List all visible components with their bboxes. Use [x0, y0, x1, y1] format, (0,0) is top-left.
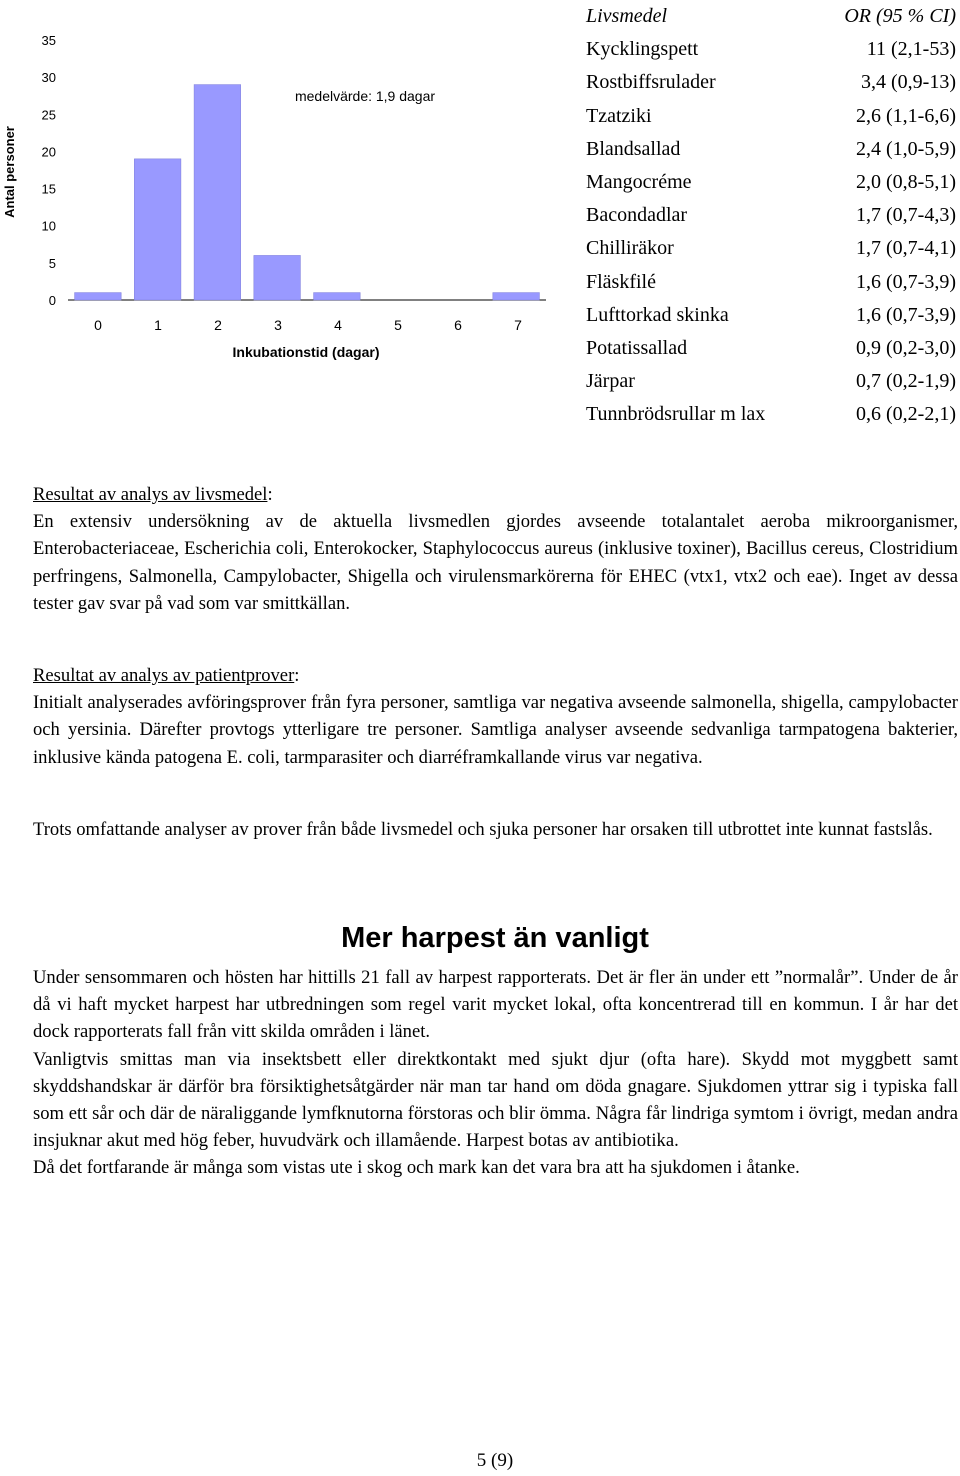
- food-name: Fläskfilé: [586, 270, 656, 293]
- table-row: [586, 332, 956, 365]
- x-tick-label: 7: [514, 317, 522, 333]
- food-name: Bacondadlar: [586, 204, 688, 227]
- food-name: Rostbiffsrulader: [586, 71, 716, 94]
- patient-analysis-section: [33, 662, 958, 771]
- y-tick-label: 5: [48, 255, 56, 271]
- bar: [134, 159, 181, 300]
- food-analysis-title: Resultat av analys av livsmedel: [33, 484, 268, 505]
- table-row: [586, 266, 956, 299]
- food-analysis-text: En extensiv undersökning av de aktuella livsmedlen gjordes avseende totalantalet aeroba mikroorganismer, Enterobacteriaceae, Escherichia coli, Enterokocker, Staphylococcus aureus (inklusive toxiner), Bacillus cereus, Clostridium perfringens, Salmonella, Campylobacter, Shigella och virulensmarkörerna för EHEC (vtx1, vtx2 och eae). Inget av dessa tester gav svar på vad som var smittkällan.: [33, 511, 958, 614]
- food-name: Lufttorkad skinka: [586, 303, 729, 326]
- chart-annotation: medelvärde: 1,9 dagar: [294, 88, 436, 104]
- food-name: Tzatziki: [586, 104, 652, 127]
- harpest-heading: Mer harpest än vanligt: [341, 922, 649, 954]
- x-tick-label: 6: [454, 317, 462, 333]
- y-axis-label: Antal personer: [2, 126, 17, 218]
- x-tick-labels: [94, 317, 522, 333]
- odds-ratio: 1,7 (0,7-4,1): [856, 237, 956, 260]
- odds-ratio: 0,6 (0,2-2,1): [856, 403, 956, 426]
- x-tick-label: 1: [154, 317, 162, 333]
- x-tick-label: 5: [394, 317, 402, 333]
- y-tick-label: 0: [48, 293, 56, 308]
- odds-ratio: 0,9 (0,2-3,0): [856, 337, 956, 360]
- x-tick-label: 4: [334, 317, 342, 333]
- table-row: [586, 398, 956, 431]
- x-tick-label: 0: [94, 317, 102, 333]
- table-header: [586, 0, 956, 33]
- incubation-chart: [0, 0, 560, 370]
- y-tick-label: 10: [41, 218, 56, 234]
- odds-ratio: 0,7 (0,2-1,9): [856, 370, 956, 393]
- odds-ratio: 2,0 (0,8-5,1): [856, 171, 956, 194]
- food-name: Blandsallad: [586, 137, 681, 160]
- y-tick-label: 20: [41, 144, 56, 160]
- bar: [314, 293, 361, 300]
- odds-ratio: 3,4 (0,9-13): [861, 71, 956, 94]
- harpest-section: [33, 964, 958, 1182]
- patient-analysis-text: Initialt analyserades avföringsprover från fyra personer, samtliga var negativa avseende salmonella, shigella, campylobacter och yersinia. Därefter provtogs ytterligare tre personer. Samtliga analyser avseende sedvanliga tarmpatogena bakterier, inklusive kända patogena E. coli, tarmparasiter och diarréframkallande virus var negativa.: [33, 692, 958, 768]
- food-name: Kycklingspett: [586, 38, 699, 61]
- y-tick-label: 15: [41, 181, 56, 197]
- table-row: [586, 66, 956, 99]
- odds-ratio: 1,6 (0,7-3,9): [856, 303, 956, 326]
- harpest-paragraph-2: Vanligtvis smittas man via insektsbett eller direktkontakt med sjukt djur (ofta hare). Skydd mot myggbett samt skyddshandskar är därför bra försiktighetsåtgärder när man tar hand om döda gnagare. Sjukdomen yttrar sig i typiska fall som ett sår och där de näraliggande lymfknutorna förstoras och blir ömma. Några får lindriga symtom i övrigt, medan andra insjuknar akut med hög feber, huvudvärk och illamående. Harpest botas av antibiotika.: [33, 1048, 958, 1152]
- bar: [194, 85, 241, 300]
- food-analysis-section: [33, 481, 958, 617]
- table-row: [586, 199, 956, 232]
- table-row: [586, 365, 956, 398]
- odds-ratio: 2,4 (1,0-5,9): [856, 137, 956, 160]
- bar: [493, 293, 540, 300]
- patient-analysis-colon: :: [294, 665, 300, 686]
- patient-analysis-title: Resultat av analys av patientprover: [33, 665, 295, 686]
- table-row: [586, 33, 956, 66]
- odds-ratio: 1,6 (0,7-3,9): [856, 270, 956, 293]
- y-tick-label: 30: [41, 70, 56, 86]
- odds-ratio: 2,6 (1,1-6,6): [856, 104, 956, 127]
- y-tick-label: 25: [41, 107, 56, 123]
- y-tick-labels: [42, 33, 56, 308]
- table-row: [586, 133, 956, 166]
- table-row: [586, 299, 956, 332]
- odds-ratio: 1,7 (0,7-4,3): [856, 204, 956, 227]
- page-number: 5 (9): [476, 1450, 514, 1471]
- food-analysis-colon: :: [267, 484, 273, 505]
- table-row: [586, 232, 956, 265]
- food-name: Tunnbrödsrullar m lax: [586, 403, 766, 426]
- conclusion-text: Trots omfattande analyser av prover från både livsmedel och sjuka personer har orsaken till utbrottet inte kunnat fastslås.: [33, 819, 933, 840]
- table-body: [586, 33, 956, 431]
- x-tick-label: 3: [274, 317, 282, 333]
- x-tick-label: 2: [214, 317, 222, 333]
- food-name: Chilliräkor: [586, 237, 674, 260]
- bar: [75, 293, 122, 300]
- header-food: Livsmedel: [586, 5, 668, 27]
- x-axis-label: Inkubationstid (dagar): [232, 344, 380, 360]
- table-row: [586, 100, 956, 133]
- food-name: Mangocréme: [586, 171, 692, 194]
- bar: [254, 255, 301, 300]
- harpest-paragraph-3: Då det fortfarande är många som vistas ute i skog och mark kan det vara bra att ha sjukdomen i åtanke.: [33, 1157, 800, 1179]
- food-name: Järpar: [586, 370, 635, 393]
- table-row: [586, 166, 956, 199]
- odds-ratio-table: [586, 0, 956, 432]
- bars: [75, 85, 540, 300]
- odds-ratio: 11 (2,1-53): [866, 38, 956, 61]
- harpest-paragraph-1: Under sensommaren och hösten har hittills 21 fall av harpest rapporterats. Det är fler än under ett ”normalår”. Under de år då vi haft mycket harpest har utbredningen som regel varit mycket lokal, ofta koncentrerad till en kommun. I år har det dock rapporterats fall från vitt skilda områden i länet.: [33, 967, 958, 1043]
- food-name: Potatissallad: [586, 337, 688, 360]
- header-or: OR (95 % CI): [844, 5, 956, 27]
- conclusion-section: [33, 816, 958, 843]
- y-tick-label: 35: [41, 33, 56, 48]
